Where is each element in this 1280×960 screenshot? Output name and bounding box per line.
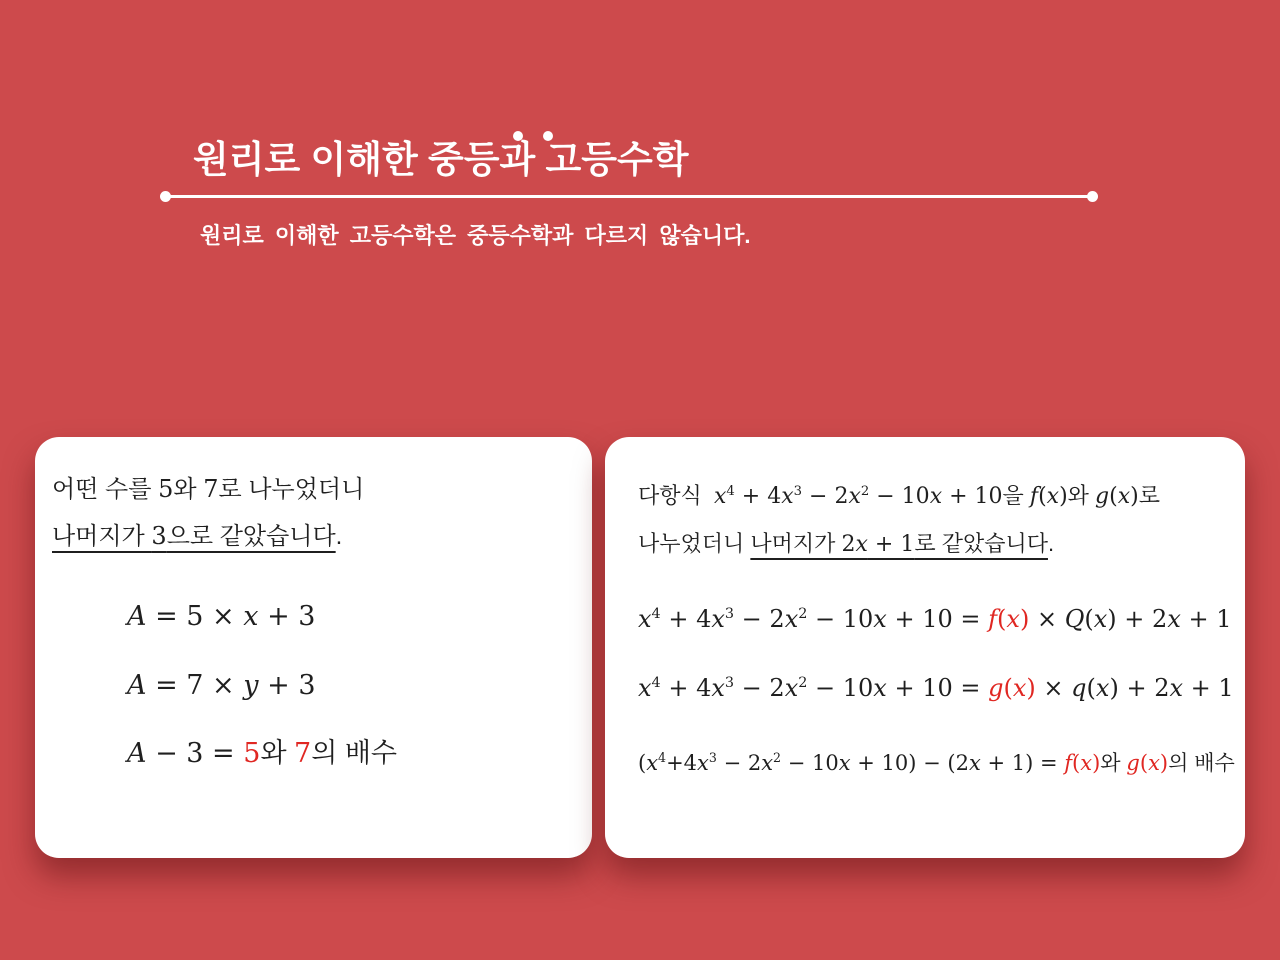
left-problem-line-1: 어떤 수를 5와 7로 나누었더니 (52, 475, 365, 503)
rule-end-dot-right (1087, 191, 1098, 202)
title-rule (165, 195, 1093, 198)
left-equation-1: A = 5 × x + 3 (127, 601, 316, 632)
left-problem-line-2: 나머지가 3으로 같았습니다. (52, 522, 343, 550)
slide-title: 원리로 이해한 중등과 고등수학 (193, 139, 689, 180)
slide-subtitle: 원리로 이해한 고등수학은 중등수학과 다르지 않습니다. (200, 223, 751, 248)
left-problem-text (52, 466, 364, 560)
right-equation-3: $(x^4+4x^3 - 2x^2 - 10x + 10) - (2x + 1) = f(x)$와 g(x)의 배수 (638, 750, 1235, 775)
rule-end-dot-left (160, 191, 171, 202)
right-problem-text (638, 468, 1160, 568)
left-equation-3: A − 3 = 5와 7의 배수 (127, 738, 397, 769)
left-example-card (35, 437, 592, 858)
right-equation-1: $x^4 + 4x^3 - 2x^2 - 10x + 10 = f(x) \times Q(x) + 2x + 1$ (638, 605, 1232, 633)
right-equation-2: $x^4 + 4x^3 - 2x^2 - 10x + 10 = g(x) \times q(x) + 2x + 1$ (638, 674, 1234, 702)
right-problem-line-1: 다항식 $x^4 + 4x^3 - 2x^2 - 10x + 10$을 f(x)와 g(x)로 (638, 483, 1161, 510)
left-equation-2: A = 7 × y + 3 (127, 670, 316, 701)
right-problem-line-2: 나누었더니 나머지가 2x + 1로 같았습니다. (638, 531, 1055, 558)
right-example-card (605, 437, 1245, 858)
